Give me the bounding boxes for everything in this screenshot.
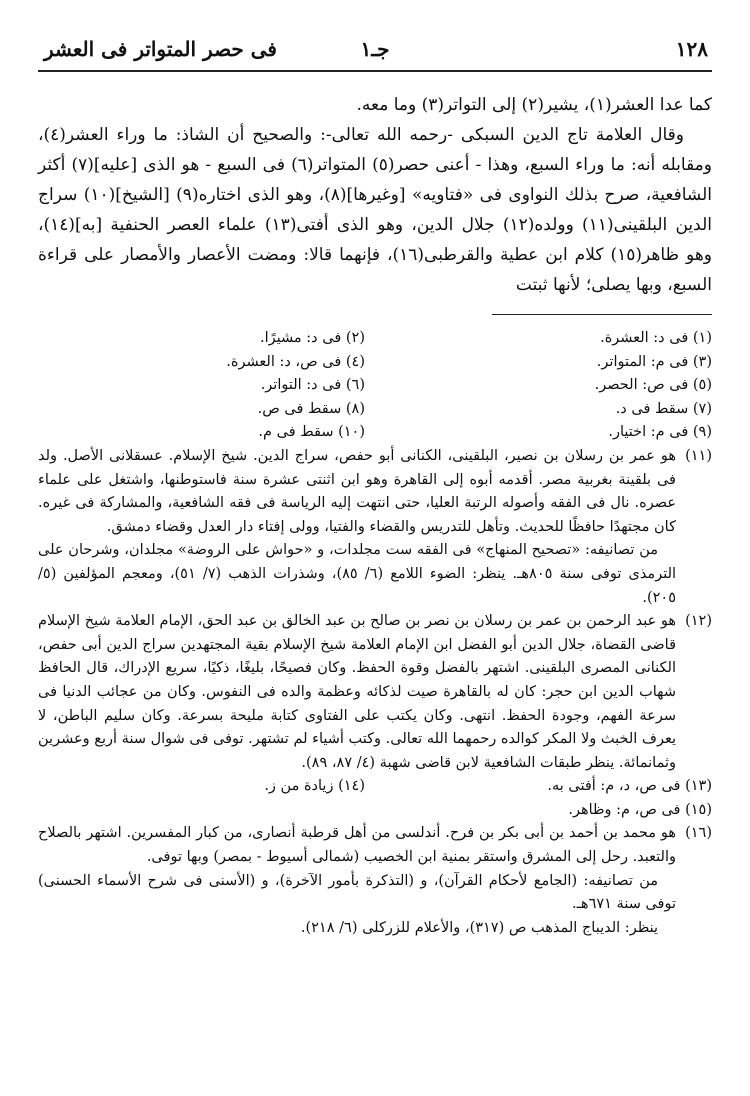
footnote-6: (٦) فى د: التواتر. bbox=[260, 377, 365, 394]
paragraph-1: كما عدا العشر(١)، يشير(٢) إلى التواتر(٣) وما معه. bbox=[356, 95, 712, 115]
footnote-12-text: هو عبد الرحمن بن عمر بن رسلان بن نصر بن صالح بن عبد الخالق بن عبد الحق، الإمام العلامة شيخ الإسلام قاضى القضاة، جلال الدين أبو الفضل ابن الإمام العلامة شيخ الإسلام بقية المجتهدين سراج الدين أبى حفص، الكنانى المصرى البلقينى. اشتهر بالفضل وقوة الحفظ. وكان فصيحًا، بليغًا، ذكيًا، سريع الإدراك، قال الحافظ شهاب الدين ابن حجر: كان له بالقاهرة صيت لذكائه وعظمة والده فى النفوس. وكان من عجائب الدنيا فى سرعة الفهم، وجودة الحفظ. انتهى. وكان يكتب على الفتاوى كتابة مليحة بسرعة. وكان سليم الباطن، لا يعرف الخبث ولا المكر كوالده رحمهما الله تعالى. وكتب أشياء لم تشتهر. توفى فى شوال سنة أربع وعشرين وثمانمائة. ينظر طبقات الشافعية لابن قاضى شهبة (٤/ ٨٧، ٨٩). bbox=[38, 613, 676, 771]
footnotes bbox=[38, 327, 712, 940]
footnote-15: (١٥) فى ص، م: وظاهر. bbox=[568, 801, 712, 818]
footnote-8: (٨) سقط فى ص. bbox=[257, 400, 365, 417]
footnote-14: (١٤) زيادة من ز. bbox=[264, 778, 365, 795]
footnote-1: (١) فى د: العشرة. bbox=[600, 330, 712, 346]
footnote-11-number: (١١) bbox=[685, 447, 712, 464]
paragraph-2: وقال العلامة تاج الدين السبكى -رحمه الله تعالى-: والصحيح أن الشاذ: ما وراء العشر(٤)، ومقابله أنه: ما وراء السبع، وهذا - أعنى حصر(٥) المتواتر(٦) فى السبع - هو الذى [عليه](٧) أكثر الشافعية، صرح بذلك النواوى فى «فتاويه» [وغيرها](٨)، وهو الذى اختاره(٩) [الشيخ](١٠) سراج الدين البلقينى(١١) وولده(١٢) جلال الدين، وهو الذى أفتى(١٣) علماء العصر الحنفية [به](١٤)، وهو ظاهر(١٥) كلام ابن عطية والقرطبى(١٦)، فإنهما قالا: ومضت الأعصار والأمصار على قراءة السبع، وبها يصلى؛ لأنها ثبتت bbox=[38, 125, 713, 295]
footnote-7: (٧) سقط فى د. bbox=[615, 400, 712, 417]
footnote-16-sources: ينظر: الديباج المذهب ص (٣١٧)، والأعلام للزركلى (٦/ ٢١٨). bbox=[300, 919, 658, 936]
footnote-3: (٣) فى م: المتواتر. bbox=[596, 353, 712, 370]
footnote-16-text: هو محمد بن أحمد بن أبى بكر بن فرح. أندلسى من أهل قرطبة أنصارى، من كبار المفسرين. اشتهر بالصلاح والتعبد. رحل إلى المشرق واستقر بمنية ابن الخصيب (شمالى أسيوط - بمصر) وبها توفى. bbox=[38, 825, 676, 866]
page-number: ١٢٨ bbox=[675, 37, 708, 61]
footnote-9: (٩) فى م: اختيار. bbox=[608, 424, 712, 441]
main-text bbox=[38, 90, 712, 300]
footnote-10: (١٠) سقط فى م. bbox=[258, 424, 365, 441]
footnote-16-number: (١٦) bbox=[685, 825, 712, 842]
footnote-16 bbox=[38, 822, 712, 940]
footnote-12 bbox=[38, 610, 712, 775]
footnote-11 bbox=[38, 445, 712, 610]
footnote-2: (٢) فى د: مشيرًا. bbox=[259, 330, 365, 346]
footnote-12-number: (١٢) bbox=[685, 613, 712, 630]
footnote-11-works: من تصانيفه: «تصحيح المنهاج» فى الفقه ست مجلدات، و «حواش على الروضة» مجلدان، وشرحان على الترمذى توفى سنة ٨٠٥هـ. ينظر: الضوء اللامع (٦/ ٨٥)، وشذرات الذهب (٧/ ٥١)، ومعجم المؤلفين (٥/ ٢٠٥). bbox=[38, 542, 677, 606]
running-title: فى حصر المتواتر فى العشر bbox=[44, 37, 277, 61]
short-footnotes-2 bbox=[38, 775, 712, 822]
footnote-11-text: هو عمر بن رسلان بن نصير، البلقينى، الكنانى أبو حفص، سراج الدين. شيخ الإسلام. عسقلانى الأصل. ولد فى بلقينة بغربية مصر. أقدمه أبوه إلى القاهرة وهو ابن اثنتى عشرة سنة فاستوطنها، واشتغل على علماء عصره. نال فى الفقه وأصوله الرتبة العليا، حتى انتهت إليه الرياسة فى فقه الشافعية، والمشاركة فى غيره. كان مجتهدًا حافظًا للحديث. وتأهل للتدريس والقضاء والفتيا، وولى إفتاء دار العدل وقضاء دمشق. bbox=[38, 447, 676, 535]
short-footnotes bbox=[38, 327, 712, 445]
page-header bbox=[38, 30, 712, 72]
page bbox=[38, 30, 712, 1096]
footnote-separator bbox=[492, 314, 712, 315]
volume-label: جـ١ bbox=[360, 37, 390, 61]
footnote-4: (٤) فى ص، د: العشرة. bbox=[226, 353, 365, 370]
footnote-16-works: من تصانيفه: (الجامع لأحكام القرآن)، و (التذكرة بأمور الآخرة)، و (الأسنى فى شرح الأسماء الحسنى) توفى سنة ٦٧١هـ. bbox=[38, 872, 676, 913]
footnote-13: (١٣) فى ص، د، م: أفتى به. bbox=[547, 778, 712, 795]
footnote-5: (٥) فى ص: الحصر. bbox=[594, 377, 712, 394]
